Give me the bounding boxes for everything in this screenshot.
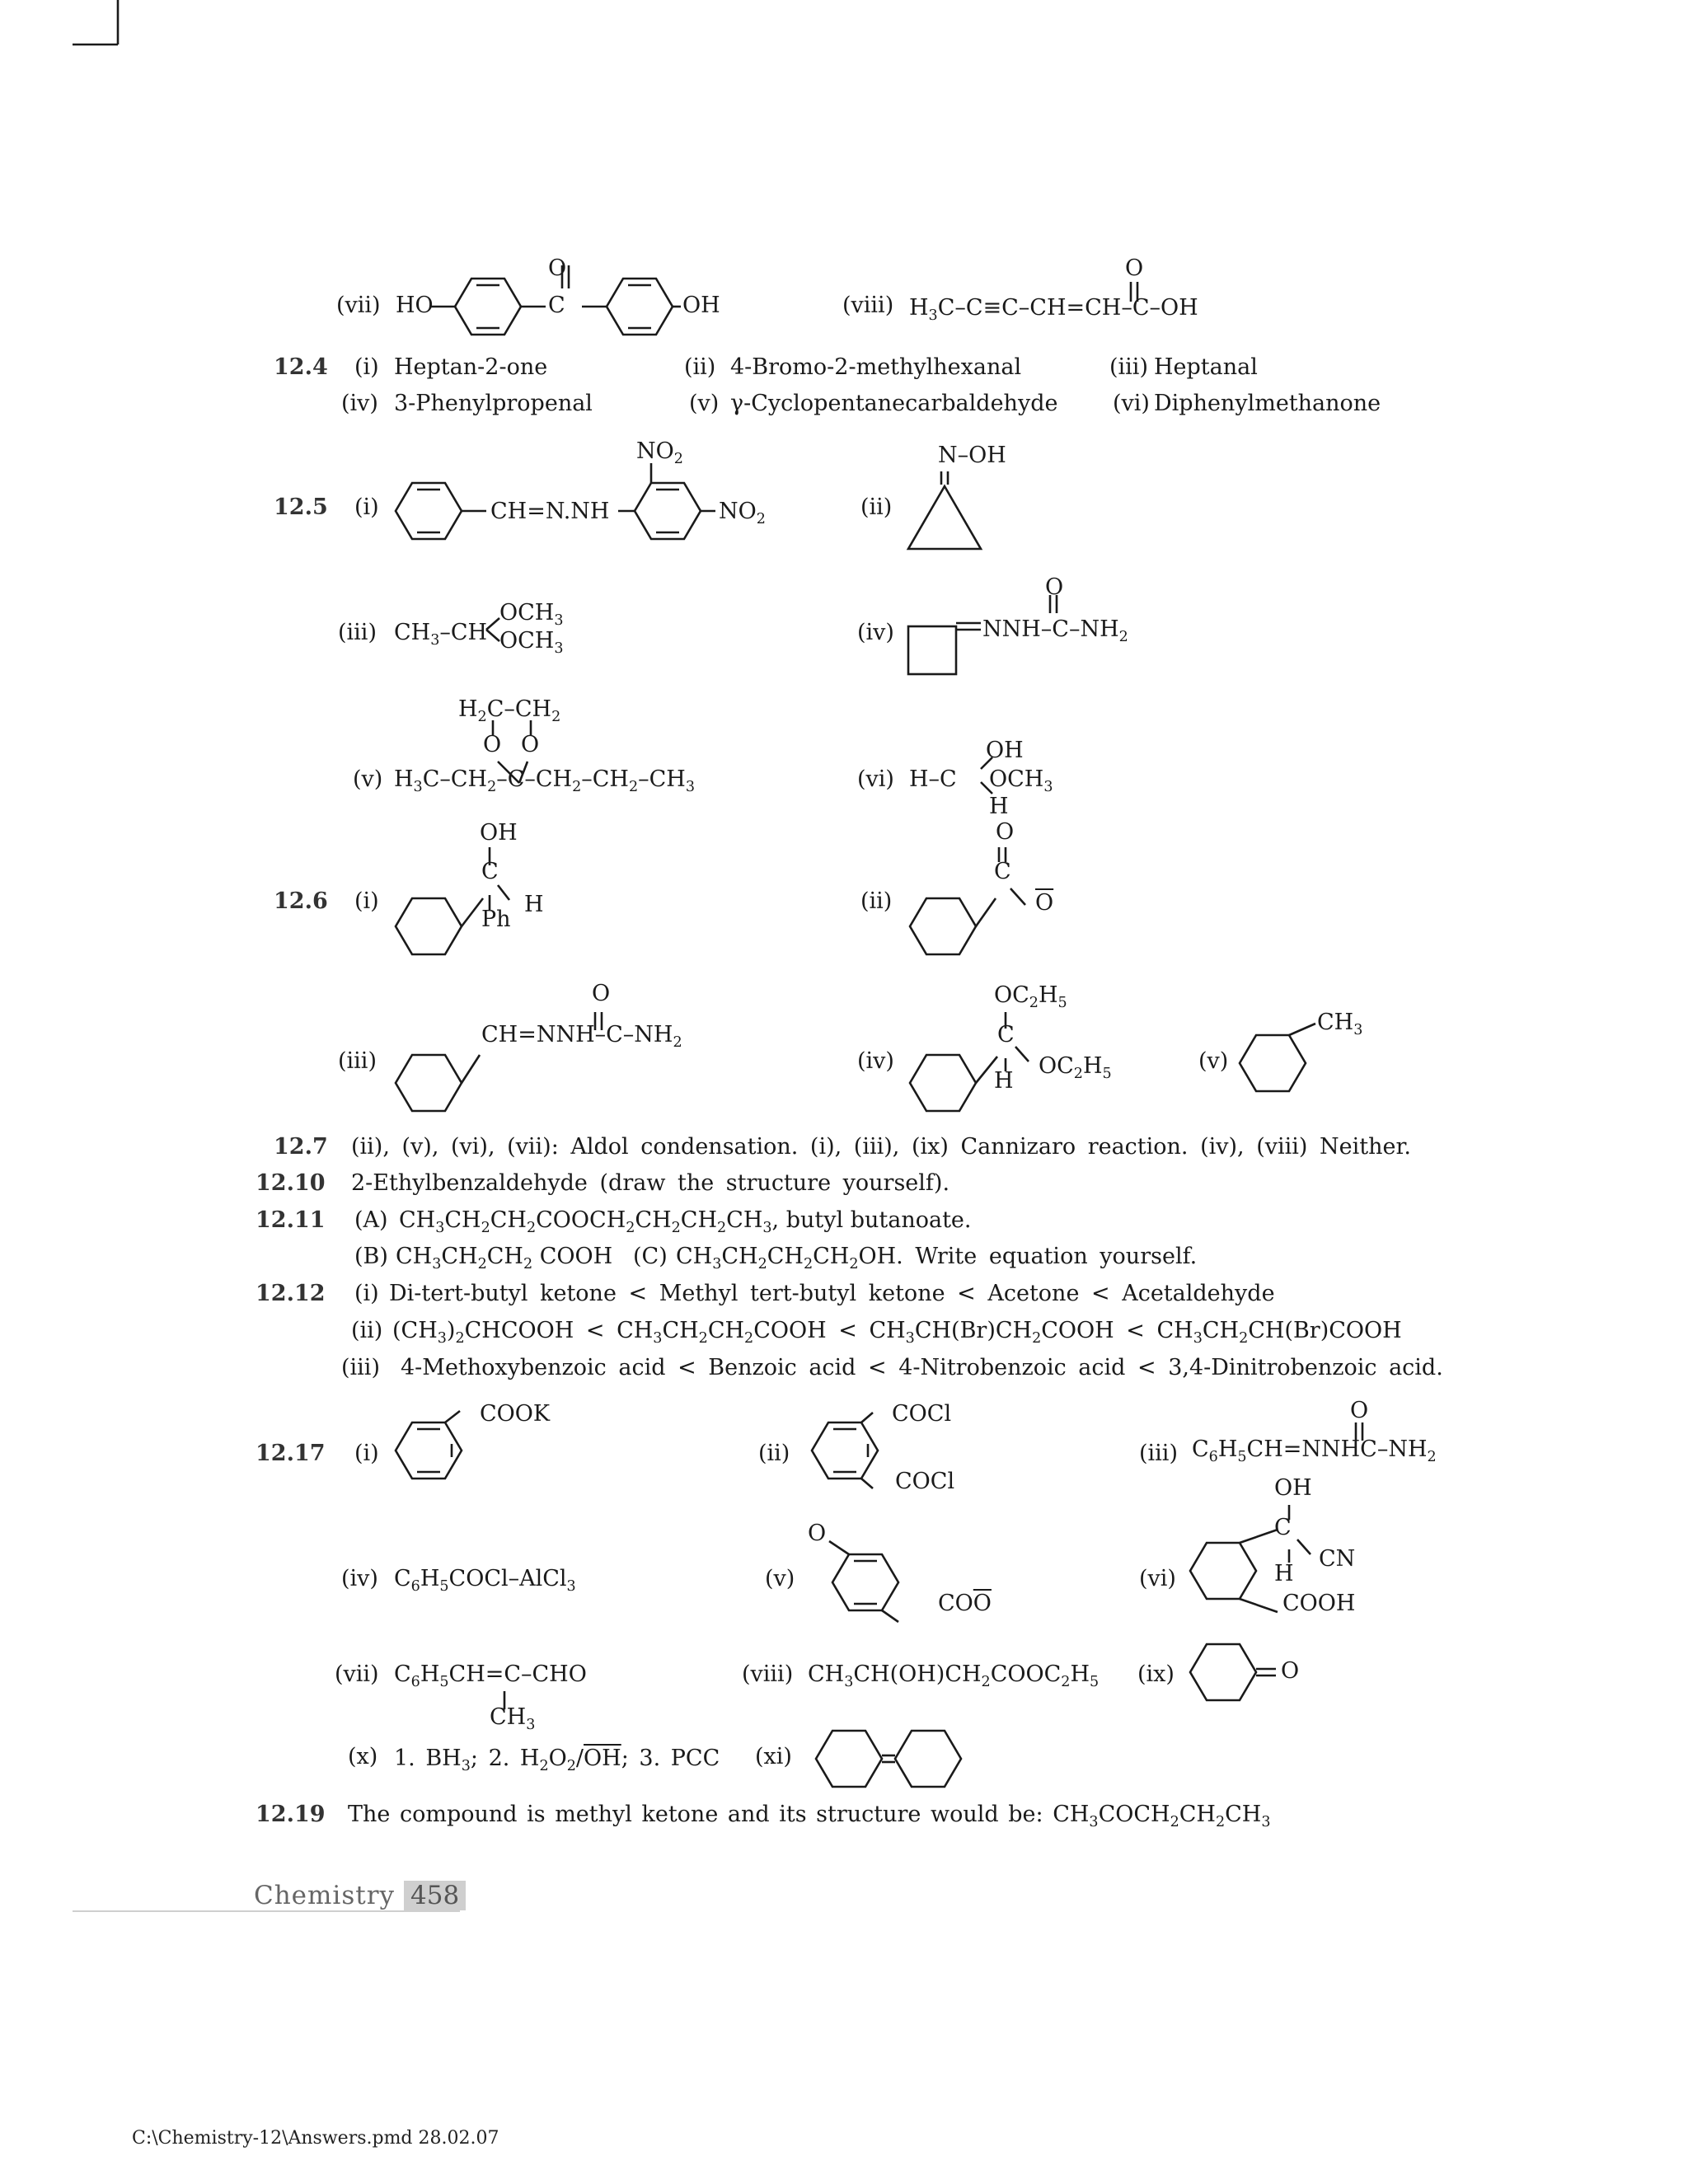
footer-subject: Chemistry: [254, 1881, 396, 1910]
diethoxy-top: $OC_2H_5$: [994, 982, 1067, 1012]
answer-12-4-v: γ-Cyclopentanecarbaldehyde: [730, 391, 1058, 416]
answer-12-12-ii: $(CH_3)_2CHCOOH$ < $CH_3CH_2CH_2COOH$ < $CH_3CH(Br)CH_2COOH$ < $CH_3CH_2CH(Br)COOH$: [392, 1318, 1402, 1347]
hemiacetal-och3: $OCH_3$: [989, 766, 1053, 796]
cyanohydrin-cn: CN: [1319, 1546, 1356, 1572]
question-12-6: 12.6: [274, 888, 328, 914]
label-vi: (vi): [1139, 1566, 1176, 1591]
answer-12-10: 2-Ethylbenzaldehyde (draw the structure yourself).: [351, 1170, 950, 1196]
semicarbazone-o-2: O: [592, 981, 611, 1006]
oxime-label: N–OH: [938, 443, 1006, 468]
label-vi: (vi): [857, 766, 894, 792]
label-i: (i): [354, 888, 379, 914]
dihydroxybenzophenone-structure: [429, 247, 725, 354]
answer-12-19: The compound is methyl ketone and its structure would be: $CH_3COCH_2CH_2CH_3$: [348, 1802, 1271, 1831]
answer-12-11-B: $CH_3CH_2CH_2$ COOH: [396, 1244, 613, 1273]
carboxylate-c: C: [994, 859, 1011, 884]
cyanohydrin-h: H: [1274, 1561, 1294, 1586]
question-12-4: 12.4: [274, 354, 328, 380]
label-ii: (ii): [860, 494, 893, 520]
acid-carbonyl-o: O: [1125, 255, 1144, 281]
label-vi: (vi): [1113, 391, 1150, 416]
methyl-branch: $CH_3$: [490, 1704, 536, 1734]
friedel-crafts-reagent: $C_6H_5COCl-AlCl_3$: [394, 1566, 576, 1596]
question-12-12: 12.12: [256, 1281, 326, 1306]
cocl-bottom: COCl: [895, 1469, 955, 1494]
carboxylate-o-top: O: [996, 819, 1015, 845]
hemiacetal-oh: OH: [986, 738, 1024, 763]
question-12-7: 12.7: [274, 1134, 328, 1160]
answer-12-4-i: Heptan-2-one: [394, 354, 548, 380]
semicarbazone-o: O: [1045, 574, 1064, 600]
cyanohydrin-oh: OH: [1274, 1475, 1312, 1501]
label-ii: (ii): [758, 1441, 790, 1466]
methylcinnamaldehyde-formula: $C_6H_5CH=C$–CHO: [394, 1661, 587, 1691]
answer-12-11-C: $CH_3CH_2CH_2CH_2OH$. Write equation yourself.: [676, 1244, 1198, 1273]
answer-12-12-iii: 4-Methoxybenzoic acid < Benzoic acid < 4-Nitrobenzoic acid < 3,4-Dinitrobenzoic acid.: [401, 1355, 1443, 1380]
carboxylate-o-minus: $\overline{O}$: [1035, 890, 1054, 916]
cook-label: COOK: [480, 1401, 551, 1427]
formyl-o: O: [808, 1521, 827, 1546]
label-iii: (iii): [338, 1048, 377, 1074]
label-ii: (ii): [684, 354, 716, 380]
ho-label: HO: [396, 293, 434, 318]
cocl-top: COCl: [892, 1401, 952, 1427]
diethoxy-right: $OC_2H_5$: [1039, 1053, 1112, 1083]
label-v: (v): [353, 766, 383, 792]
diethoxy-c: C: [997, 1022, 1015, 1047]
label-C: (C): [633, 1244, 668, 1269]
label-iii: (iii): [1139, 1441, 1178, 1466]
label-xi: (xi): [755, 1744, 792, 1769]
diethoxy-h: H: [994, 1068, 1014, 1094]
label-viii: (viii): [742, 1661, 794, 1687]
label-i: (i): [354, 1281, 379, 1306]
label-iv: (iv): [341, 1566, 378, 1591]
acetal-chain: $CH_3-CH$: [394, 620, 488, 649]
crop-mark: [0, 0, 132, 58]
hydroboration-sequence: 1. $BH_3$; 2. $H_2O_2/\overline{OH}$; 3. PCC: [394, 1746, 720, 1775]
alcohol-oh: OH: [480, 820, 518, 846]
label-iii: (iii): [341, 1355, 380, 1380]
question-12-17: 12.17: [256, 1441, 326, 1466]
ketal-o-right: O: [521, 732, 540, 757]
label-ii: (ii): [351, 1318, 383, 1343]
label-ii: (ii): [860, 888, 893, 914]
ketal-top: $H_2C-CH_2$: [458, 696, 561, 726]
answer-12-4-vi: Diphenylmethanone: [1154, 391, 1381, 416]
hydrazone-link: CH=N.NH: [490, 499, 610, 524]
answer-12-4-ii: 4-Bromo-2-methylhexanal: [730, 354, 1022, 380]
answer-12-7: (ii), (v), (vi), (vii): Aldol condensation. (i), (iii), (ix) Cannizaro reaction. (iv), (viii) Neither.: [351, 1134, 1411, 1160]
hemiacetal-hc: H–C: [909, 766, 957, 792]
ketal-chain: $H_3C-CH_2-C-CH_2-CH_2-CH_3$: [394, 766, 696, 796]
label-iv: (iv): [857, 1048, 894, 1074]
carbonyl-c: C: [548, 293, 565, 318]
semicarbazone-o-3: O: [1350, 1398, 1369, 1423]
answer-12-4-iii: Heptanal: [1154, 354, 1258, 380]
label-v: (v): [689, 391, 720, 416]
carbonyl-o: O: [548, 255, 567, 281]
semicarbazone-chain-2: $CH=NNH-C-NH_2$: [481, 1022, 682, 1052]
question-12-11: 12.11: [256, 1207, 326, 1233]
ketone-o: O: [1281, 1658, 1300, 1684]
benzaldehyde-semicarbazone: $C_6H_5CH=NNHC-NH_2$: [1192, 1436, 1437, 1466]
answer-12-12-i: Di-tert-butyl ketone < Methyl tert-butyl ketone < Acetone < Acetaldehyde: [389, 1281, 1275, 1306]
label-v: (v): [1198, 1048, 1229, 1074]
question-12-5: 12.5: [274, 494, 328, 520]
label-iii: (iii): [1109, 354, 1148, 380]
label-x: (x): [348, 1744, 378, 1769]
cyclopropanone-oxime-structure: [907, 470, 997, 552]
nitro-top: $NO_2$: [636, 438, 683, 468]
methoxy-bottom: $OCH_3$: [499, 628, 564, 658]
label-iii: (iii): [338, 620, 377, 645]
answer-12-11-A: $CH_3CH_2CH_2COOCH_2CH_2CH_2CH_3$, butyl butanoate.: [399, 1207, 972, 1237]
alcohol-c: C: [481, 859, 499, 884]
label-ix: (ix): [1137, 1661, 1175, 1687]
oh-label: OH: [682, 293, 720, 318]
label-iv: (iv): [857, 620, 894, 645]
semicarbazone-chain: NNH–$C-NH_2$: [982, 616, 1128, 646]
hemiacetal-h: H: [989, 794, 1009, 819]
page-number: 458: [404, 1881, 466, 1910]
methoxy-top: $OCH_3$: [499, 600, 564, 630]
label-A: (A): [354, 1207, 388, 1233]
label-vii: (vii): [336, 293, 381, 318]
question-12-10: 12.10: [256, 1170, 326, 1196]
label-i: (i): [354, 494, 379, 520]
label-iv: (iv): [341, 391, 378, 416]
cyanohydrin-cooh: COOH: [1282, 1591, 1356, 1616]
label-viii: (viii): [842, 293, 894, 318]
alcohol-h: H: [524, 892, 544, 917]
acid-double-bond: [1125, 280, 1150, 305]
carboxylate-label: $CO\overline{O}$: [938, 1591, 992, 1616]
label-v: (v): [765, 1566, 795, 1591]
label-i: (i): [354, 1441, 379, 1466]
question-12-19: 12.19: [256, 1802, 326, 1827]
hydroxyester-formula: $CH_3CH(OH)CH_2COOC_2H_5$: [808, 1661, 1100, 1691]
label-vii: (vii): [335, 1661, 379, 1687]
hexenynoic-acid-formula: $H_3C-C\equiv C-CH=CH-C-OH$: [909, 295, 1198, 325]
answer-12-4-iv: 3-Phenylpropenal: [394, 391, 593, 416]
formylbenzoate-structure: [824, 1533, 956, 1632]
ketal-o-left: O: [483, 732, 502, 757]
footer-rule: [73, 1910, 460, 1912]
label-B: (B): [354, 1244, 388, 1269]
nitro-para: $NO_2$: [719, 499, 766, 528]
alcohol-ph: Ph: [481, 907, 511, 932]
cyanohydrin-c: C: [1274, 1515, 1292, 1540]
label-i: (i): [354, 354, 379, 380]
cyclohexylidenecyclohexane-structure: [808, 1714, 989, 1805]
file-path: C:\Chemistry-12\Answers.pmd 28.02.07: [132, 2128, 499, 2149]
methyl-label: $CH_3$: [1317, 1010, 1363, 1039]
